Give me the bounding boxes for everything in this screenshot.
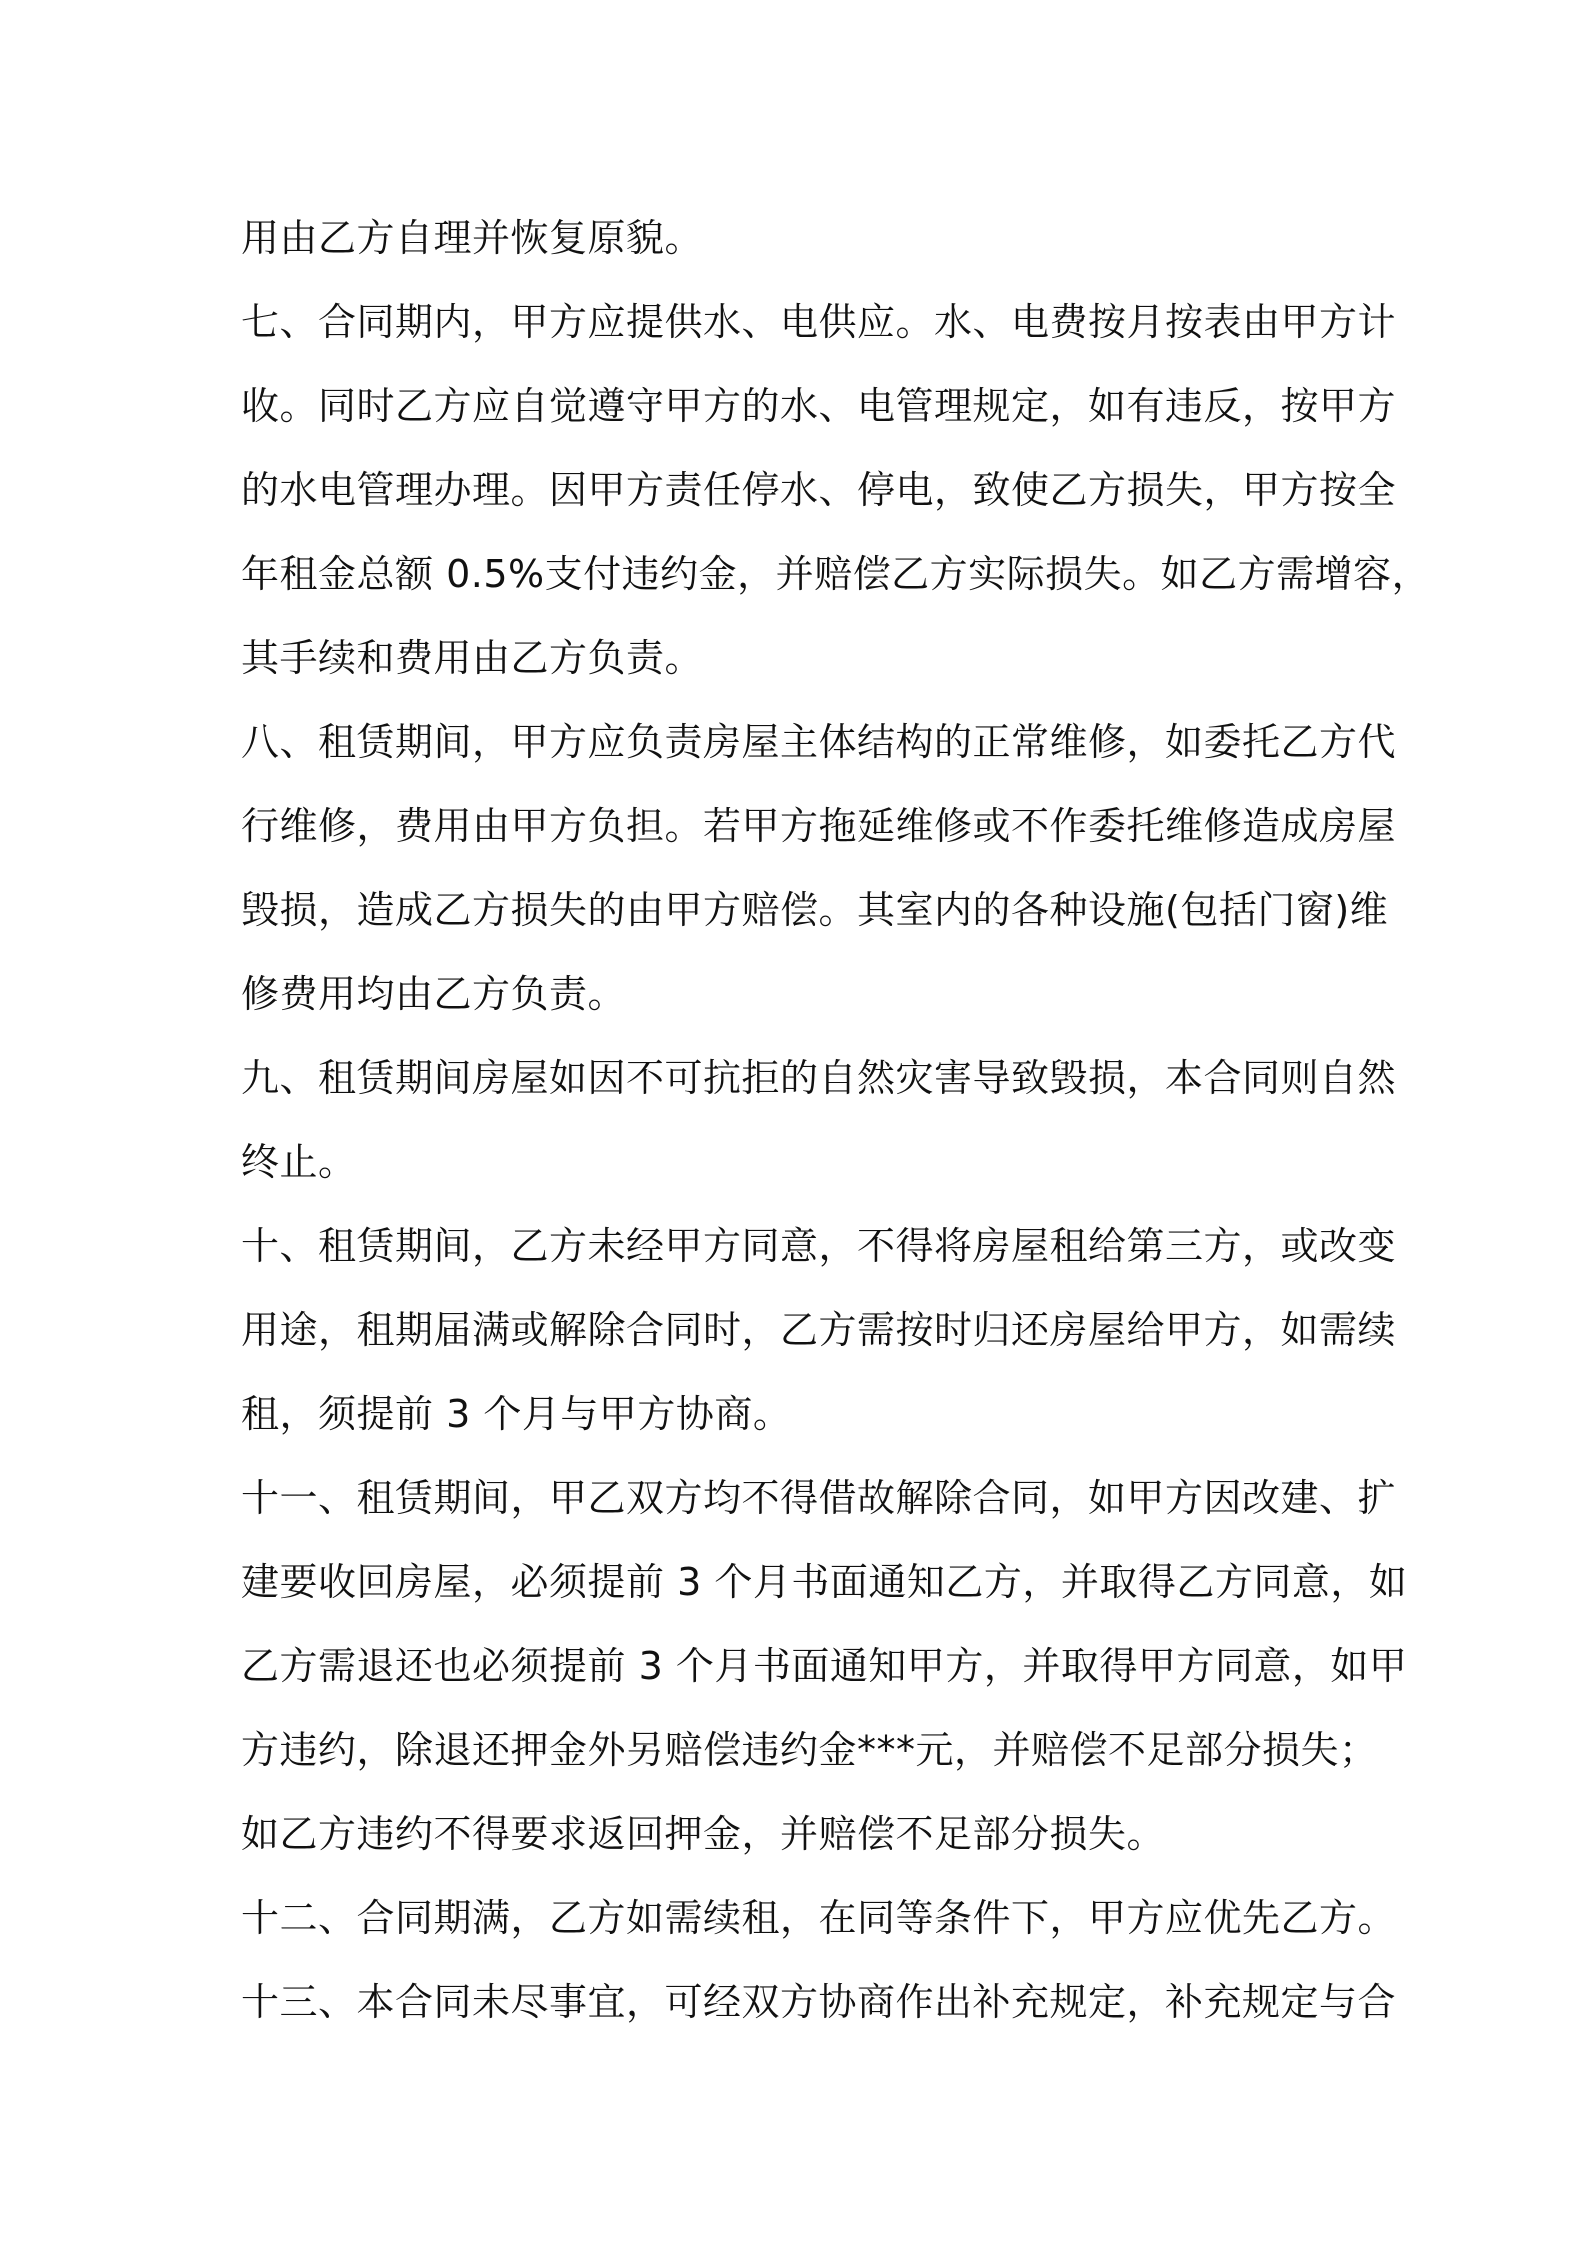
text-line: 租，须提前 3 个月与甲方协商。 (241, 1392, 792, 1436)
text-line: 建要收回房屋，必须提前 3 个月书面通知乙方，并取得乙方同意，如 (241, 1560, 1408, 1604)
text-line: 的水电管理办理。因甲方责任停水、停电，致使乙方损失，甲方按全 (241, 468, 1397, 512)
text-line: 毁损，造成乙方损失的由甲方赔偿。其室内的各种设施(包括门窗)维 (241, 888, 1389, 932)
text-line: 八、租赁期间，甲方应负责房屋主体结构的正常维修，如委托乙方代 (241, 720, 1397, 764)
text-line: 行维修，费用由甲方负担。若甲方拖延维修或不作委托维修造成房屋 (241, 804, 1397, 848)
text-line: 用途，租期届满或解除合同时，乙方需按时归还房屋给甲方，如需续 (241, 1308, 1397, 1352)
text-line: 收。同时乙方应自觉遵守甲方的水、电管理规定，如有违反，按甲方 (241, 384, 1397, 428)
text-line: 七、合同期内，甲方应提供水、电供应。水、电费按月按表由甲方计 (241, 300, 1397, 344)
text-line: 年租金总额 0.5%支付违约金，并赔偿乙方实际损失。如乙方需增容， (241, 552, 1431, 596)
text-line: 如乙方违约不得要求返回押金，并赔偿不足部分损失。 (241, 1812, 1166, 1856)
text-line: 十二、合同期满，乙方如需续租，在同等条件下，甲方应优先乙方。 (241, 1896, 1397, 1940)
contract-body-text (241, 196, 1431, 2044)
text-line: 用由乙方自理并恢复原貌。 (241, 216, 704, 260)
text-line: 十三、本合同未尽事宜，可经双方协商作出补充规定，补充规定与合 (241, 1980, 1397, 2024)
text-line: 九、租赁期间房屋如因不可抗拒的自然灾害导致毁损，本合同则自然 (241, 1056, 1397, 1100)
text-line: 其手续和费用由乙方负责。 (241, 636, 704, 680)
text-line: 乙方需退还也必须提前 3 个月书面通知甲方，并取得甲方同意，如甲 (241, 1644, 1408, 1688)
text-line: 修费用均由乙方负责。 (241, 972, 627, 1016)
text-line: 十一、租赁期间，甲乙双方均不得借故解除合同，如甲方因改建、扩 (241, 1476, 1397, 1520)
text-line: 方违约，除退还押金外另赔偿违约金***元，并赔偿不足部分损失； (241, 1728, 1378, 1772)
text-line: 十、租赁期间，乙方未经甲方同意，不得将房屋租给第三方，或改变 (241, 1224, 1397, 1268)
text-line: 终止。 (241, 1140, 357, 1184)
